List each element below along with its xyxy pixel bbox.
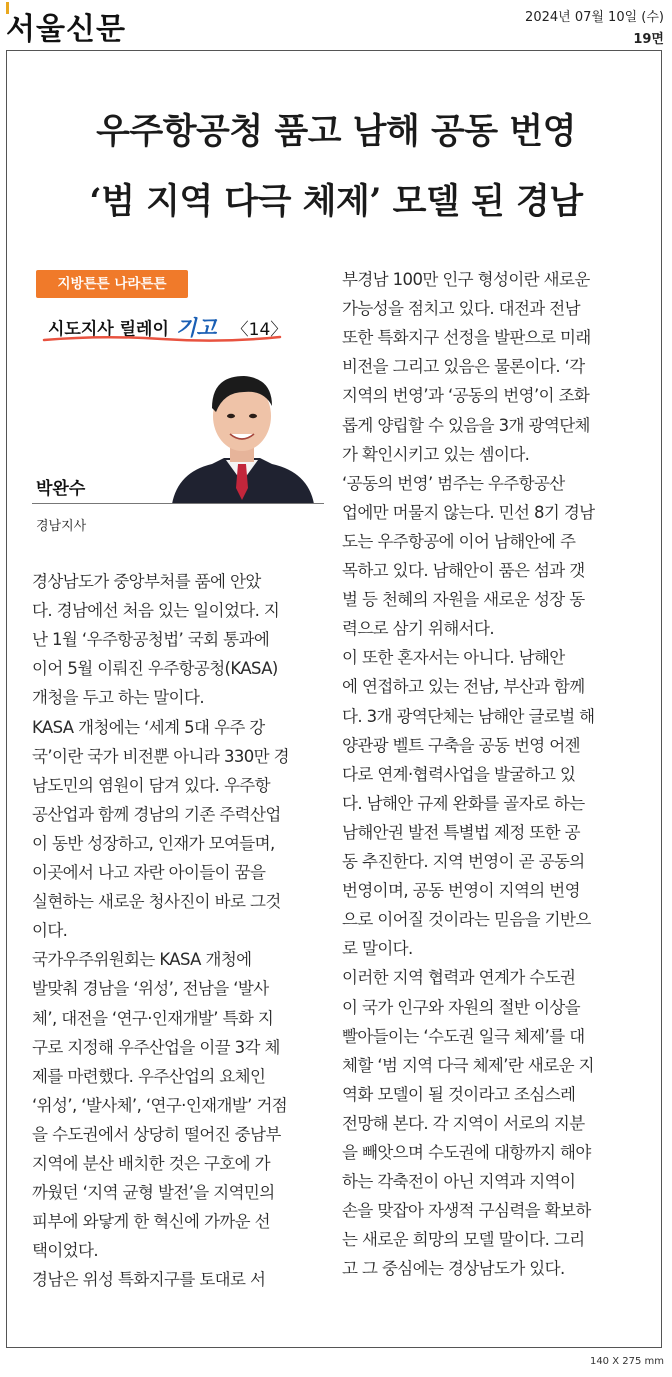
author-divider	[32, 503, 324, 504]
text-line: 역화 모델이 될 것이라고 조심스레	[342, 1084, 576, 1104]
headline-line-2: ‘범 지역 다극 체제’ 모델 된 경남	[89, 181, 583, 222]
text-line: 벌 등 천혜의 자원을 새로운 성장 동	[342, 590, 585, 610]
text-line: 는 새로운 희망의 모델 말이다. 그리	[342, 1230, 585, 1250]
text-line: 체할 ‘범 지역 다극 체제’란 새로운 지	[342, 1055, 594, 1075]
text-line: 다. 3개 광역단체는 남해안 글로벌 해	[342, 706, 595, 726]
text-line: 국가우주위원회는 KASA 개청에	[32, 950, 252, 970]
issue-date: 2024년 07월 10일 (수)	[525, 10, 664, 25]
text-line: 양관광 벨트 구축을 공동 번영 어젠	[342, 735, 580, 755]
text-line: 이곳에서 나고 자란 아이들이 꿈을	[32, 863, 266, 882]
text-line: 경남은 위성 특화지구를 토대로 서	[32, 1270, 266, 1290]
text-line: 남도민의 염원이 담겨 있다. 우주항	[32, 775, 270, 795]
text-line: 부경남 100만 인구 형성이란 새로운	[342, 270, 590, 289]
page-number: 19면	[633, 32, 664, 47]
series-accent: 기고	[175, 316, 217, 340]
author-name: 박완수	[36, 479, 86, 499]
text-line: 경상남도가 중앙부처를 품에 안았	[32, 572, 261, 591]
article-dimensions: 140 X 275 mm	[589, 1356, 664, 1367]
text-line: 체’, 대전을 ‘연구·인재개발’ 특화 지	[32, 1008, 274, 1028]
text-line: 공산업과 함께 경남의 기존 주력산업	[32, 804, 281, 824]
text-line: 을 수도권에서 상당히 떨어진 중남부	[32, 1124, 281, 1144]
text-line: 빨아들이는 ‘수도권 일극 체제’를 대	[342, 1026, 585, 1046]
headline-line-1: 우주항공청 품고 남해 공동 번영	[96, 111, 576, 152]
masthead	[0, 0, 672, 50]
text-line: 을 빼앗으며 수도권에 대항까지 해야	[342, 1143, 591, 1162]
text-line: 택이었다.	[32, 1241, 99, 1261]
text-line: 까웠던 ‘지역 균형 발전’을 지역민의	[32, 1183, 275, 1203]
text-line: 이 동반 성장하고, 인재가 모여들며,	[32, 833, 275, 853]
text-line: 이러한 지역 협력과 연계가 수도권	[342, 968, 576, 988]
text-line: 제를 마련했다. 우주산업의 요체인	[32, 1066, 266, 1086]
text-line: ‘공동의 번영’ 범주는 우주항공산	[342, 473, 565, 493]
series-title: 시도지사 릴레이	[48, 319, 169, 340]
newspaper-logo: 서울신문	[6, 12, 126, 47]
text-line: 다로 연계·협력사업을 발굴하고 있	[342, 764, 576, 784]
author-title: 경남지사	[36, 519, 87, 534]
text-line: 이다.	[32, 921, 68, 941]
text-line: 손을 맞잡아 자생적 구심력을 확보하	[342, 1201, 591, 1221]
text-line: 발맞춰 경남을 ‘위성’, 전남을 ‘발사	[32, 979, 269, 999]
text-line: 이어 5월 이뤄진 우주항공청(KASA)	[32, 659, 278, 679]
text-line: 난 1월 ‘우주항공청법’ 국회 통과에	[32, 630, 270, 650]
swash-underline-icon	[42, 334, 282, 344]
text-line: 실현하는 새로운 청사진이 바로 그것	[32, 892, 281, 912]
text-line: 구로 지정해 우주산업을 이끌 3각 체	[32, 1037, 280, 1057]
text-line: 지역에 분산 배치한 것은 구호에 가	[32, 1154, 270, 1173]
text-line: 도는 우주항공에 이어 남해안에 주	[342, 531, 576, 551]
text-line: 동 추진한다. 지역 번영이 곧 공동의	[342, 852, 585, 871]
text-line: 력으로 삼기 위해서다.	[342, 619, 494, 639]
text-line: 이 또한 혼자서는 아니다. 남해안	[342, 648, 565, 668]
text-line: KASA 개청에는 ‘세계 5대 우주 강	[32, 717, 265, 737]
author-portrait-icon	[164, 360, 320, 504]
series-number: 〈14〉	[231, 319, 288, 340]
text-line: 비전을 그리고 있음은 물론이다. ‘각	[342, 357, 585, 377]
text-line: 이 국가 인구와 자원의 절반 이상을	[342, 997, 580, 1017]
text-line: 국’이란 국가 비전뿐 아니라 330만 경	[32, 746, 289, 766]
text-line: 번영이며, 공동 번영이 지역의 번영	[342, 881, 580, 901]
text-line: 다. 경남에선 처음 있는 일이었다. 지	[32, 601, 280, 621]
text-line: 피부에 와닿게 한 혁신에 가까운 선	[32, 1212, 270, 1232]
text-line: 하는 각축전이 아닌 지역과 지역이	[342, 1172, 576, 1192]
text-line: 고 그 중심에는 경상남도가 있다.	[342, 1259, 565, 1279]
text-line: 에 연접하고 있는 전남, 부산과 함께	[342, 677, 585, 697]
text-line: ‘위성’, ‘발사체’, ‘연구·인재개발’ 거점	[32, 1095, 288, 1115]
text-line: 남해안권 발전 특별법 제정 또한 공	[342, 822, 580, 842]
text-line: 업에만 머물지 않는다. 민선 8기 경남	[342, 502, 595, 522]
text-line: 지역의 번영’과 ‘공동의 번영’이 조화	[342, 386, 590, 406]
text-line: 롭게 양립할 수 있음을 3개 광역단체	[342, 415, 590, 435]
text-line: 다. 남해안 규제 완화를 골자로 하는	[342, 793, 585, 813]
text-line: 로 말이다.	[342, 939, 413, 959]
text-line: 목하고 있다. 남해안이 품은 섬과 갯	[342, 561, 585, 580]
text-line: 전망해 본다. 각 지역이 서로의 지분	[342, 1113, 585, 1133]
series-badge: 지방튼튼 나라튼튼	[36, 270, 188, 298]
text-line: 으로 이어질 것이라는 믿음을 기반으	[342, 910, 591, 930]
text-line: 또한 특화지구 선정을 발판으로 미래	[342, 328, 591, 348]
text-line: 가능성을 점치고 있다. 대전과 전남	[342, 299, 580, 319]
text-line: 가 확인시키고 있는 셈이다.	[342, 444, 530, 464]
text-line: 개청을 두고 하는 말이다.	[32, 688, 204, 708]
